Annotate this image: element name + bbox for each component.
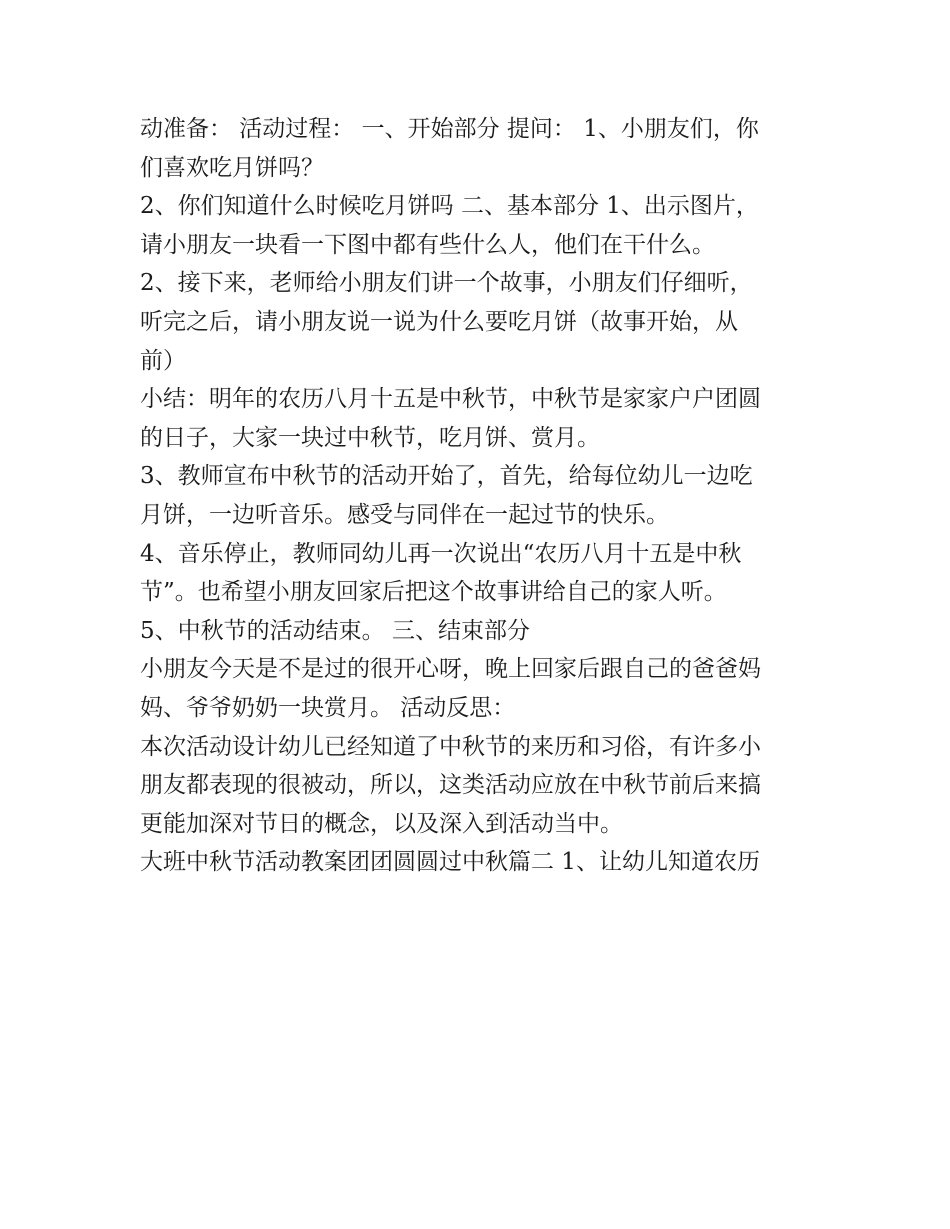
text-line: 听完之后，请小朋友说一说为什么要吃月饼（故事开始，从 — [140, 308, 738, 335]
text-line: 朋友都表现的很被动，所以，这类活动应放在中秋节前后来搞 — [140, 772, 761, 799]
text-line: 的日子，大家一块过中秋节，吃月饼、赏月。 — [140, 424, 600, 451]
text-line: 节”。也希望小朋友回家后把这个故事讲给自己的家人听。 — [140, 579, 727, 606]
text-line: 月饼，一边听音乐。感受与同伴在一起过节的快乐。 — [140, 501, 669, 528]
body-text — [140, 110, 820, 882]
text-line: 5、中秋节的活动结束。 三、结束部分 — [140, 617, 530, 644]
text-line: 前） — [140, 347, 186, 374]
text-line: 2、你们知道什么时候吃月饼吗 二、基本部分 1、出示图片， — [140, 193, 759, 220]
text-line: 大班中秋节活动教案团团圆圆过中秋篇二 1、让幼儿知道农历 — [140, 849, 760, 876]
text-line: 请小朋友一块看一下图中都有些什么人，他们在干什么。 — [140, 231, 715, 258]
text-line: 4、音乐停止，教师同幼儿再一次说出“农历八月十五是中秋 — [140, 540, 742, 567]
text-line: 动准备： 活动过程： 一、开始部分 提问： 1、小朋友们，你 — [140, 116, 759, 142]
text-line: 更能加深对节日的概念，以及深入到活动当中。 — [140, 810, 623, 837]
text-line: 妈、爷爷奶奶一块赏月。 活动反思： — [140, 694, 516, 721]
text-line: 小结：明年的农历八月十五是中秋节，中秋节是家家户户团圆 — [140, 386, 761, 413]
text-line: 2、接下来，老师给小朋友们讲一个故事，小朋友们仔细听， — [140, 270, 753, 297]
text-line: 小朋友今天是不是过的很开心呀，晚上回家后跟自己的爸爸妈 — [140, 656, 761, 683]
text-line: 本次活动设计幼儿已经知道了中秋节的来历和习俗，有许多小 — [140, 733, 761, 760]
text-line: 3、教师宣布中秋节的活动开始了，首先，给每位幼儿一边吃 — [140, 463, 753, 490]
text-line: 们喜欢吃月饼吗？ — [140, 154, 324, 181]
